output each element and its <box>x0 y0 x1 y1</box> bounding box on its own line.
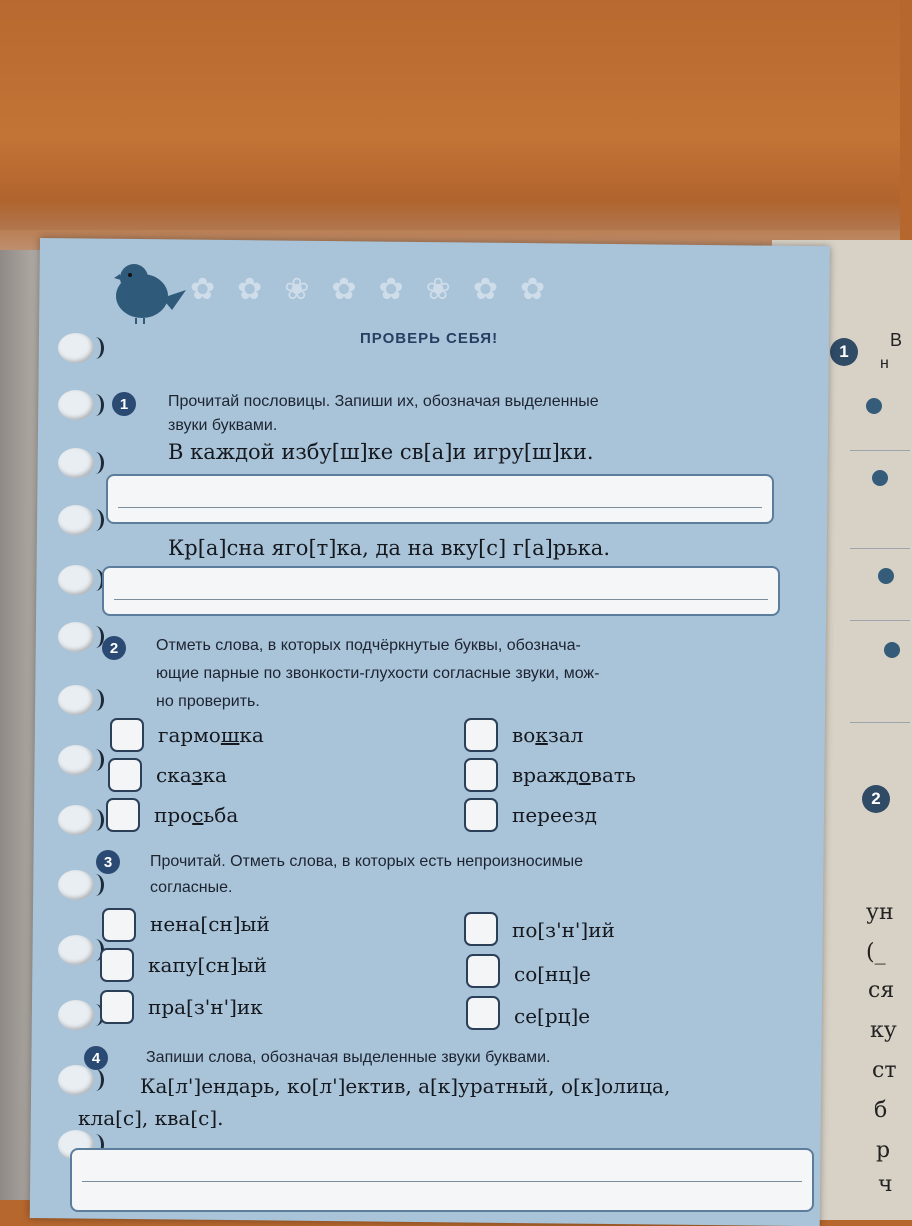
right-page-fragment: ун <box>866 900 894 925</box>
checkbox-praznik[interactable] <box>100 990 134 1024</box>
task4-words-line2: кла[с], ква[с]. <box>78 1106 224 1130</box>
word-pereezd: переезд <box>512 803 597 827</box>
bird-icon <box>112 258 188 328</box>
table-background <box>0 0 900 230</box>
word-skazka: сказка <box>156 763 227 787</box>
spiral-ring <box>58 448 94 478</box>
task-number-1: 1 <box>112 392 136 416</box>
checkbox-serce[interactable] <box>466 996 500 1030</box>
spiral-ring <box>58 333 94 363</box>
right-page-fragment: ся <box>868 978 895 1003</box>
checkbox-vokzal[interactable] <box>464 718 498 752</box>
task3-instruction-line1: Прочитай. Отметь слова, в которых есть непроизносимые <box>150 853 583 870</box>
right-page-line <box>850 722 910 723</box>
spiral-ring <box>58 745 94 775</box>
task4-instruction: Запиши слова, обозначая выделенные звуки буквами. <box>146 1049 551 1066</box>
bullet-icon <box>866 398 882 414</box>
checkbox-pereezd[interactable] <box>464 798 498 832</box>
task3-instruction-line2: согласные. <box>150 879 233 896</box>
task1-instruction-line1: Прочитай пословицы. Запиши их, обозначая выделенные <box>168 393 599 410</box>
checkbox-prosba[interactable] <box>106 798 140 832</box>
bullet-icon <box>884 642 900 658</box>
right-page-line <box>850 450 910 451</box>
word-praznik: пра[з'н']ик <box>148 995 263 1019</box>
task1-instruction-line2: звуки буквами. <box>168 417 278 434</box>
task2-instruction-line3: но проверить. <box>156 693 260 710</box>
spiral-ring <box>58 505 94 535</box>
word-pozniy: по[з'н']ий <box>512 918 615 942</box>
word-kapusny: капу[сн]ый <box>148 953 267 977</box>
right-page-task-number-1: 1 <box>830 338 858 366</box>
right-page-fragment: ст <box>872 1058 897 1083</box>
spiral-ring <box>58 565 94 595</box>
checkbox-kapusny[interactable] <box>100 948 134 982</box>
task4-answer-field[interactable] <box>70 1148 814 1212</box>
checkbox-sonce[interactable] <box>466 954 500 988</box>
spiral-ring <box>58 805 94 835</box>
spiral-ring <box>58 1000 94 1030</box>
word-prosba: просьба <box>154 803 239 827</box>
spiral-ring <box>58 685 94 715</box>
spiral-ring <box>58 935 94 965</box>
spiral-ring <box>58 390 94 420</box>
task1-proverb2: Кр[а]сна яго[т]ка, да на вку[с] г[а]рька. <box>168 536 610 560</box>
task-number-4: 4 <box>84 1046 108 1070</box>
word-garmoshka: гармошка <box>158 723 264 747</box>
right-page-fragment: ку <box>870 1018 897 1043</box>
right-page-fragment-top: В <box>890 330 903 350</box>
checkbox-skazka[interactable] <box>108 758 142 792</box>
right-page-fragment: ч <box>878 1172 893 1197</box>
right-page-fragment: б <box>874 1098 888 1123</box>
word-vokzal: вокзал <box>512 723 584 747</box>
word-serce: се[рц]е <box>514 1004 591 1028</box>
checkbox-nenasny[interactable] <box>102 908 136 942</box>
checkbox-pozniy[interactable] <box>464 912 498 946</box>
task1-answer-field-1[interactable] <box>106 474 774 524</box>
spiral-ring <box>58 1065 94 1095</box>
spiral-ring <box>58 622 94 652</box>
task2-instruction-line2: ющие парные по звонкости-глухости согласные звуки, мож- <box>156 665 600 682</box>
word-sonce: со[нц]е <box>514 962 591 986</box>
right-page-fragment: р <box>876 1138 891 1163</box>
spiral-ring <box>58 870 94 900</box>
right-page-line <box>850 548 910 549</box>
right-page-task-number-2: 2 <box>862 785 890 813</box>
task-number-3: 3 <box>96 850 120 874</box>
task1-answer-field-2[interactable] <box>102 566 780 616</box>
right-page-fragment: (_ <box>866 940 886 965</box>
word-nenasny: нена[сн]ый <box>150 912 270 936</box>
task-number-2: 2 <box>102 636 126 660</box>
checkbox-garmoshka[interactable] <box>110 718 144 752</box>
word-vrazhdovat: враждовать <box>512 763 636 787</box>
task2-instruction-line1: Отметь слова, в которых подчёркнутые буквы, обознача- <box>156 637 581 654</box>
bullet-icon <box>872 470 888 486</box>
right-page-line <box>850 620 910 621</box>
checkbox-vrazhdovat[interactable] <box>464 758 498 792</box>
right-page-fragment-top2: н <box>880 355 889 372</box>
page-title: ПРОВЕРЬ СЕБЯ! <box>360 330 499 347</box>
flower-decoration: ✿✿❀✿✿❀✿✿ <box>190 273 568 306</box>
bullet-icon <box>878 568 894 584</box>
task4-words-line1: Ка[л']ендарь, ко[л']ектив, а[к]уратный, о[к]олица, <box>140 1074 671 1098</box>
task1-proverb1: В каждой избу[ш]ке св[а]и игру[ш]ки. <box>168 440 594 464</box>
